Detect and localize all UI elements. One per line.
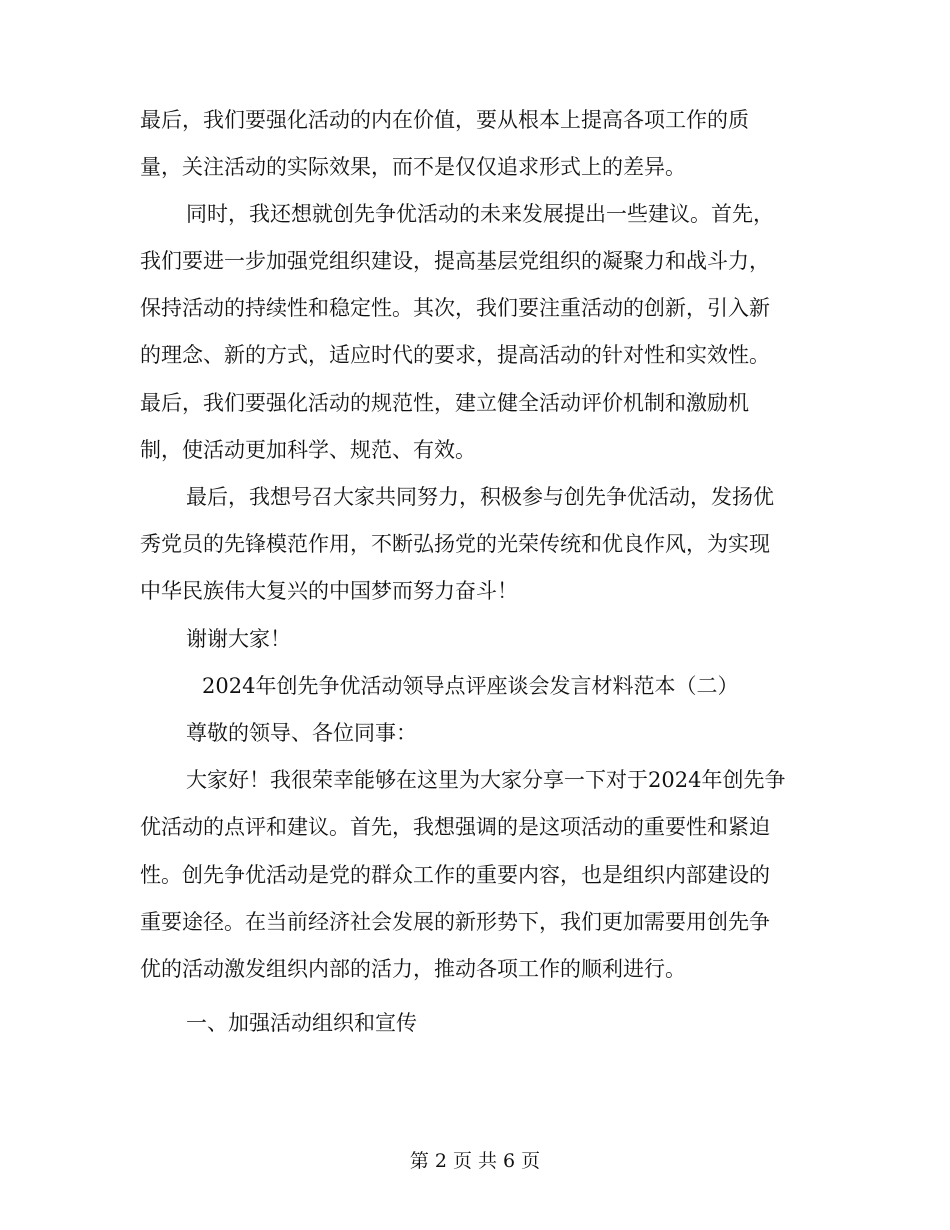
paragraph-line: 制，使活动更加科学、规范、有效。 xyxy=(140,438,476,462)
paragraph-line: 最后，我们要强化活动的规范性，建立健全活动评价机制和激励机 xyxy=(140,391,749,415)
paragraph-line: 大家好！我很荣幸能够在这里为大家分享一下对于2024年创先争 xyxy=(186,768,786,792)
page-footer: 第 2 页 共 6 页 xyxy=(409,1150,541,1172)
paragraph-line: 的理念、新的方式，适应时代的要求，提高活动的针对性和实效性。 xyxy=(140,343,770,367)
paragraph-line: 最后，我们要强化活动的内在价值，要从根本上提高各项工作的质 xyxy=(140,108,749,132)
section-title: 2024年创先争优活动领导点评座谈会发言材料范本（二） xyxy=(202,674,739,698)
paragraph-line: 性。创先争优活动是党的群众工作的重要内容，也是组织内部建设的 xyxy=(140,863,770,887)
paragraph-line: 优的活动激发组织内部的活力，推动各项工作的顺利进行。 xyxy=(140,957,686,981)
paragraph-line: 秀党员的先锋模范作用，不断弘扬党的光荣传统和优良作风，为实现 xyxy=(140,532,770,556)
paragraph-line: 最后，我想号召大家共同努力，积极参与创先争优活动，发扬优 xyxy=(186,485,774,509)
salutation: 尊敬的领导、各位同事： xyxy=(186,721,417,745)
paragraph-line: 同时，我还想就创先争优活动的未来发展提出一些建议。首先， xyxy=(186,202,774,226)
paragraph-line: 优活动的点评和建议。首先，我想强调的是这项活动的重要性和紧迫 xyxy=(140,815,770,839)
paragraph-line: 谢谢大家！ xyxy=(186,627,291,651)
paragraph-line: 我们要进一步加强党组织建设，提高基层党组织的凝聚力和战斗力， xyxy=(140,249,770,273)
paragraph-line: 保持活动的持续性和稳定性。其次，我们要注重活动的创新，引入新 xyxy=(140,296,770,320)
paragraph-line: 重要途径。在当前经济社会发展的新形势下，我们更加需要用创先争 xyxy=(140,910,770,934)
section-heading: 一、加强活动组织和宣传 xyxy=(186,1011,417,1035)
paragraph-line: 量，关注活动的实际效果，而不是仅仅追求形式上的差异。 xyxy=(140,155,686,179)
paragraph-line: 中华民族伟大复兴的中国梦而努力奋斗！ xyxy=(140,579,518,603)
